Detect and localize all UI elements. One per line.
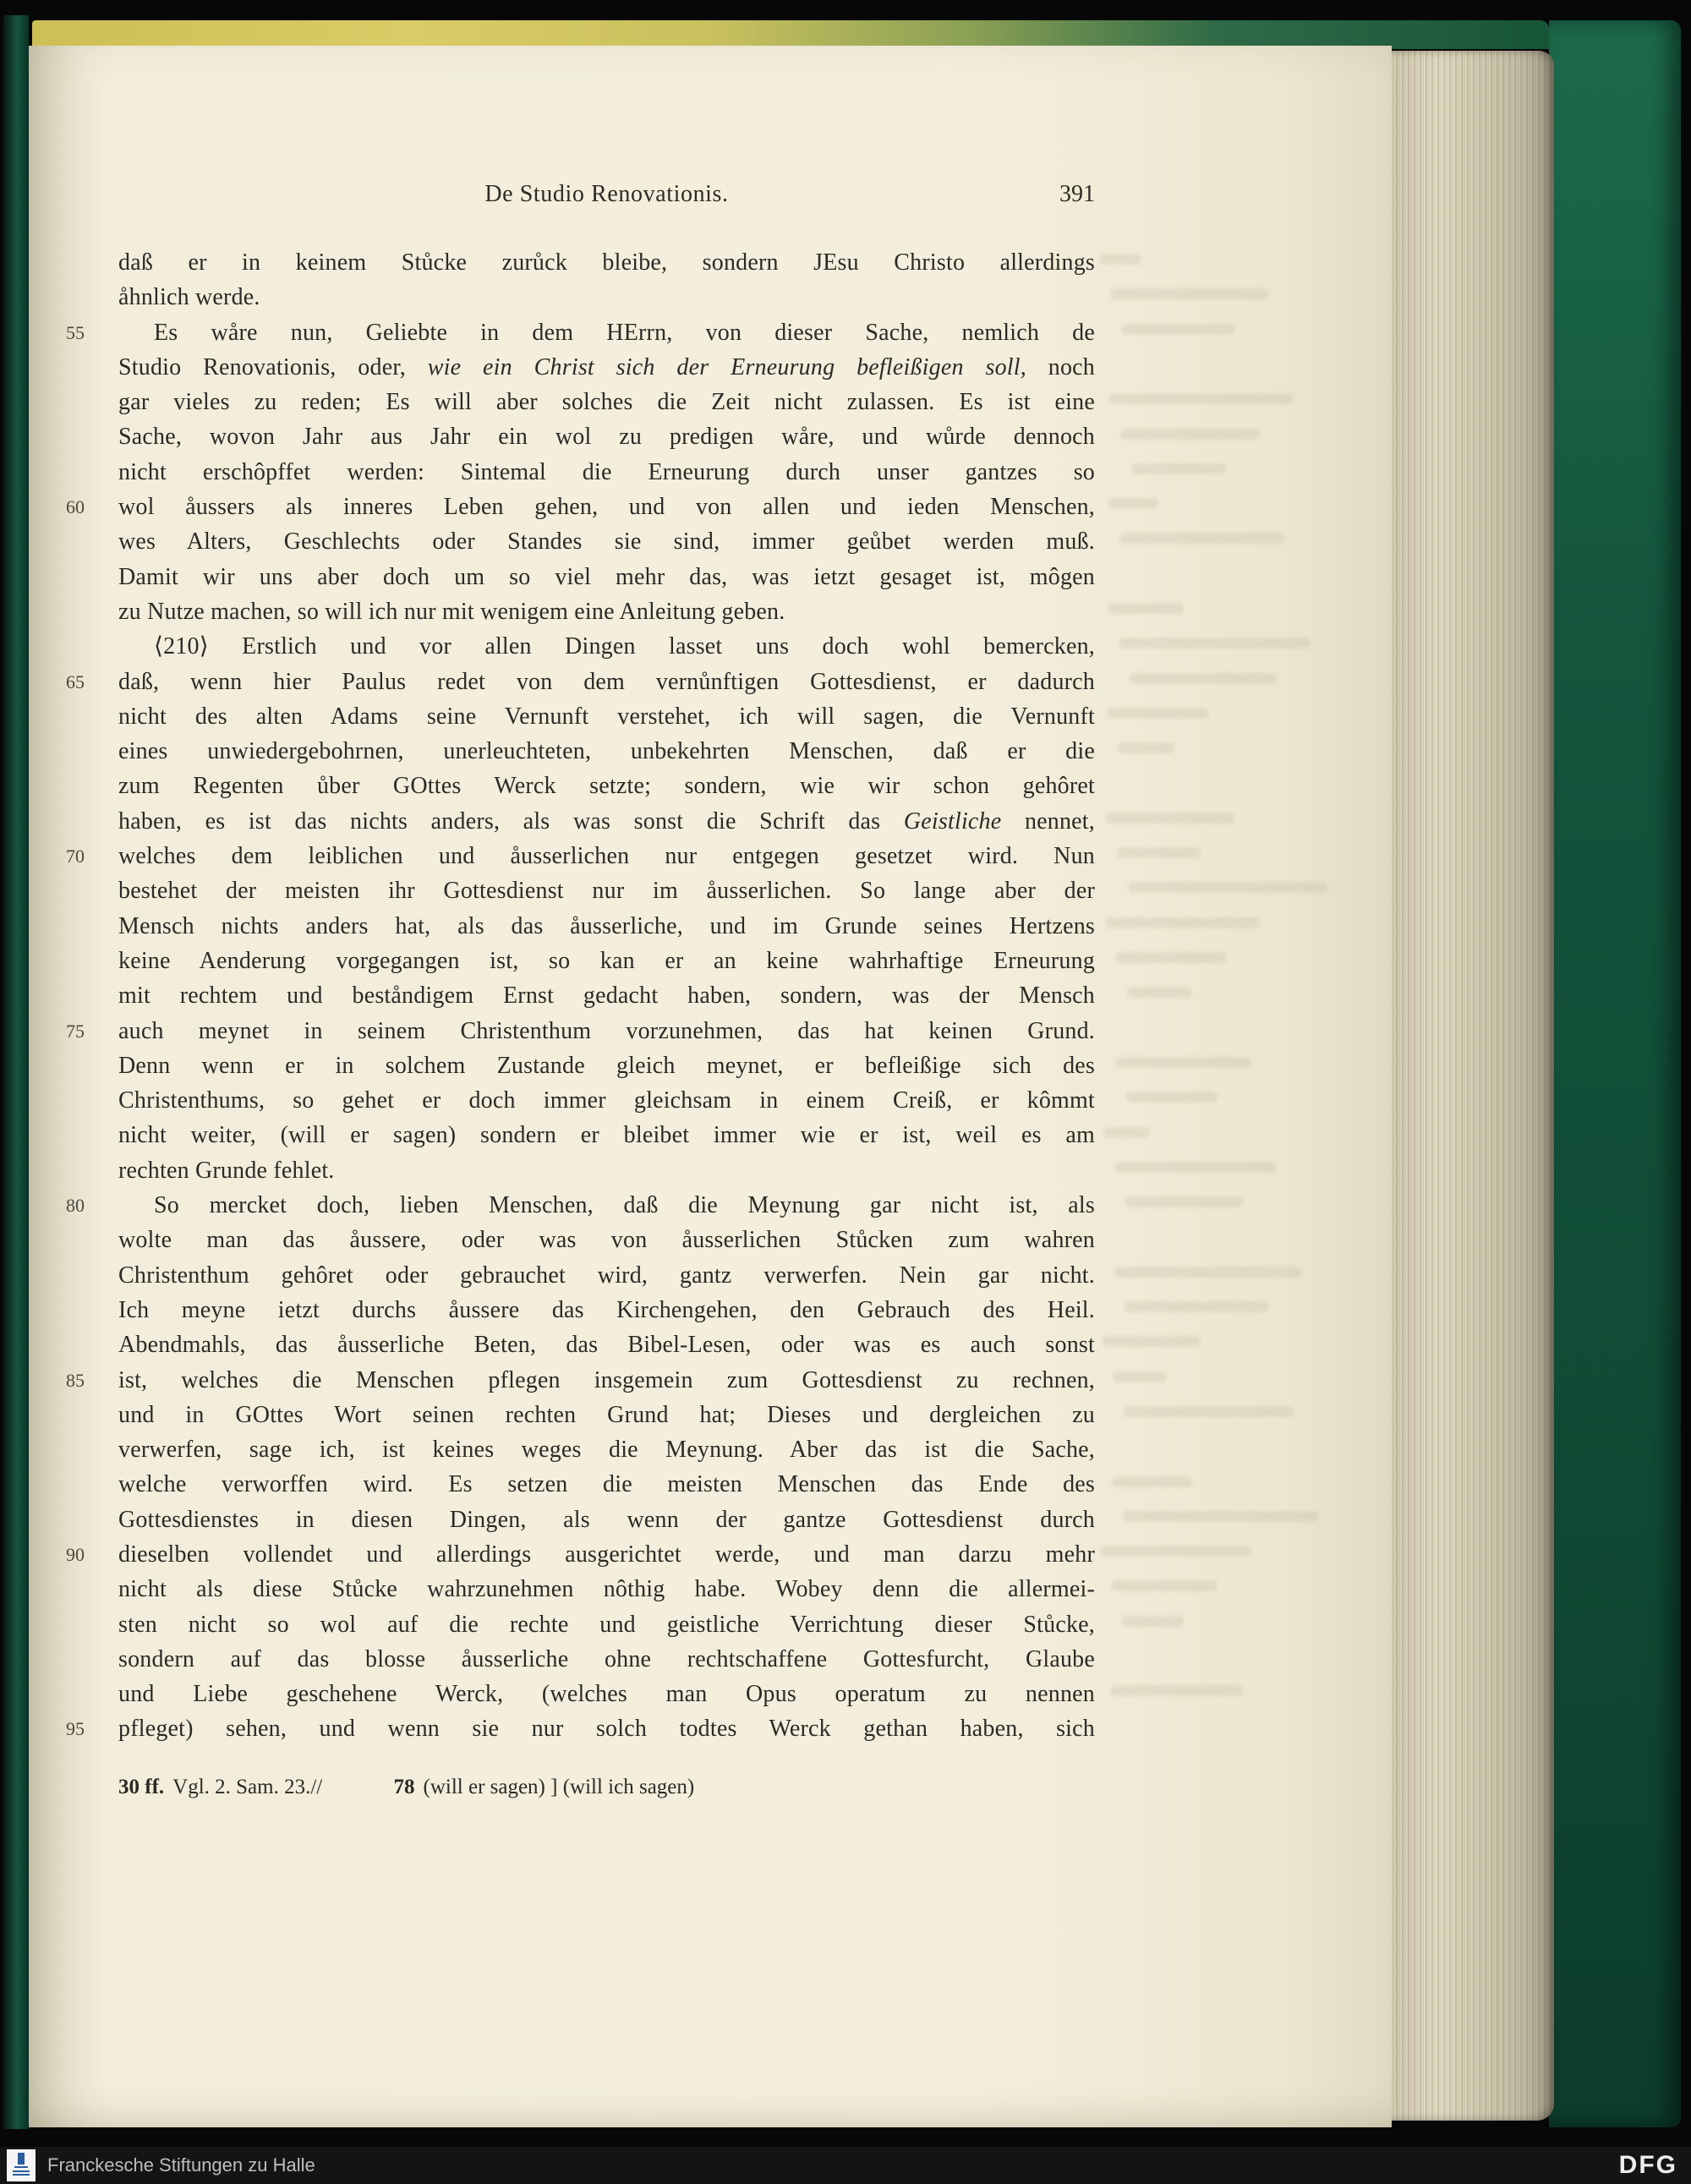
text-line <box>118 1083 1095 1118</box>
text-line <box>118 909 1095 944</box>
text-segment: Mensch nichts anders hat, als das åusserliche, und im Grunde seines Hertzens <box>118 912 1095 939</box>
italic-text-segment: Geistliche <box>903 807 1002 835</box>
showthrough-line <box>1102 1336 1201 1347</box>
text-line <box>118 1642 1095 1677</box>
text-line <box>66 839 1095 873</box>
text-segment: daß, wenn hier Paulus redet von dem vernůnftigen Gottesdienst, er dadurch <box>118 668 1095 695</box>
line-number: 90 <box>66 1543 85 1565</box>
showthrough-line <box>1115 1057 1251 1068</box>
text-segment: nicht erschôpffet werden: Sintemal die Erneurung durch unser gantzes so <box>118 458 1095 485</box>
showthrough-line <box>1114 1267 1302 1278</box>
text-line <box>118 560 1095 594</box>
text-segment: Damit wir uns aber doch um so viel mehr das, was ietzt gesaget ist, môgen <box>118 563 1095 590</box>
showthrough-line <box>1130 673 1277 684</box>
text-line <box>118 1607 1095 1642</box>
viewer-footer-bar <box>0 2147 1691 2184</box>
text-line <box>66 1537 1095 1572</box>
showthrough-line <box>1100 1546 1251 1557</box>
showthrough-line <box>1113 1371 1167 1382</box>
text-line <box>118 1503 1095 1537</box>
text-line <box>118 385 1095 419</box>
showthrough-line <box>1103 1127 1150 1138</box>
footnote-row <box>118 1776 1095 1799</box>
text-line <box>118 1293 1095 1327</box>
text-line <box>118 629 1095 664</box>
text-line <box>66 665 1095 699</box>
text-segment: wolte man das åussere, oder was von åusserlichen Stůcken zum wahren <box>118 1227 1095 1254</box>
text-line <box>118 978 1095 1013</box>
text-segment: nicht des alten Adams seine Vernunft verstehet, ich will sagen, die Vernunft <box>118 703 1095 730</box>
showthrough-line <box>1128 882 1327 893</box>
text-segment: haben, es ist das nichts anders, als was sonst die Schrift das <box>118 807 904 835</box>
text-segment: Abendmahls, das åusserliche Beten, das Bibel-Lesen, oder was es auch sonst <box>118 1332 1095 1359</box>
showthrough-line <box>1110 288 1268 299</box>
text-line <box>118 594 1095 629</box>
text-line <box>118 1572 1095 1607</box>
text-line <box>66 315 1095 350</box>
text-line <box>118 734 1095 769</box>
line-number: 75 <box>66 1020 85 1042</box>
text-line <box>118 1432 1095 1467</box>
showthrough-line <box>1112 1476 1192 1487</box>
text-line <box>118 944 1095 978</box>
text-line <box>118 245 1095 280</box>
text-segment: wol åussers als inneres Leben gehen, und von allen und ieden Menschen, <box>118 494 1095 521</box>
text-segment: sten nicht so wol auf die rechte und geistliche Verrichtung dieser Stůcke, <box>118 1611 1095 1638</box>
text-segment: und in GOttes Wort seinen rechten Grund hat; Dieses und dergleichen zu <box>118 1401 1095 1428</box>
running-title: De Studio Renovationis. <box>484 181 729 207</box>
text-line <box>118 1048 1095 1083</box>
page-number: 391 <box>1059 181 1095 207</box>
page-fore-edge <box>1388 51 1554 2121</box>
text-line <box>66 1188 1095 1223</box>
footnote-text: Vgl. 2. Sam. 23.// <box>172 1776 323 1798</box>
library-label: Franckesche Stiftungen zu Halle <box>47 2154 315 2176</box>
text-segment: ⟨210⟩ Erstlich und vor allen Dingen lasset uns doch wohl bemercken, <box>154 633 1095 660</box>
text-line <box>118 524 1095 559</box>
text-segment: Denn wenn er in solchem Zustande gleich meynet, er befleißige sich des <box>118 1052 1095 1079</box>
showthrough-line <box>1126 1092 1218 1103</box>
text-line <box>66 1363 1095 1398</box>
footnote <box>118 1776 322 1798</box>
text-line <box>118 1467 1095 1502</box>
showthrough-line <box>1131 463 1226 474</box>
text-segment: noch <box>1026 353 1095 380</box>
showthrough-line <box>1125 1301 1268 1312</box>
text-segment: bestehet der meisten ihr Gottesdienst nur im åusserlichen. So lange aber der <box>118 878 1095 905</box>
text-segment: Gottesdienstes in diesen Dingen, als wenn der gantze Gottesdienst durch <box>118 1506 1095 1533</box>
line-number: 55 <box>66 321 85 343</box>
text-segment: Es wåre nun, Geliebte in dem HErrn, von dieser Sache, nemlich de <box>154 319 1095 346</box>
book-cover-right <box>1549 20 1681 2127</box>
showthrough <box>1099 254 1311 1767</box>
showthrough-line <box>1109 393 1294 404</box>
showthrough-line <box>1105 917 1260 928</box>
footnote <box>394 1776 695 1798</box>
text-segment: nicht als diese Stůcke wahrzunehmen nôthig habe. Wobey denn die allermei- <box>118 1576 1095 1603</box>
text-line <box>118 1398 1095 1432</box>
showthrough-line <box>1099 254 1141 265</box>
showthrough-line <box>1120 429 1260 440</box>
showthrough-line <box>1108 498 1158 509</box>
text-segment: gar vieles zu reden; Es will aber solches die Zeit nicht zulassen. Es ist eine <box>118 389 1095 416</box>
text-segment: mit rechtem und beståndigem Ernst gedacht haben, sondern, was der Mensch <box>118 983 1095 1010</box>
line-number: 65 <box>66 671 85 692</box>
text-line <box>118 280 1095 315</box>
showthrough-line <box>1118 742 1175 753</box>
text-segment: welches dem leiblichen und åusserlichen nur entgegen gesetzet wird. Nun <box>118 843 1095 870</box>
franckesche-stiftungen-logo-icon <box>7 2149 36 2181</box>
text-segment: verwerfen, sage ich, ist keines weges die Meynung. Aber das ist die Sache, <box>118 1437 1095 1464</box>
showthrough-line <box>1116 952 1226 963</box>
book-spine-left <box>3 15 29 2129</box>
text-segment: Christenthum gehôret oder gebrauchet wird, gantz verwerfen. Nein gar nicht. <box>118 1262 1095 1289</box>
text-segment: Sache, wovon Jahr aus Jahr ein wol zu predigen wåre, und wůrde dennoch <box>118 424 1095 451</box>
book-page <box>29 46 1392 2127</box>
text-segment: und Liebe geschehene Werck, (welches man Opus operatum zu nennen <box>118 1681 1095 1708</box>
text-line <box>118 769 1095 803</box>
text-segment: auch meynet in seinem Christenthum vorzunehmen, das hat keinen Grund. <box>118 1017 1095 1044</box>
dfg-logo: DFG <box>1618 2151 1677 2179</box>
showthrough-line <box>1111 1580 1218 1591</box>
text-segment: Christenthums, so gehet er doch immer gleichsam in einem Creiß, er kômmt <box>118 1087 1095 1114</box>
text-segment: dieselben vollendet und allerdings ausgerichtet werde, und man darzu mehr <box>118 1541 1095 1568</box>
text-segment: daß er in keinem Stůcke zurůck bleibe, sondern JEsu Christo allerdings <box>118 249 1095 276</box>
text-segment: Ich meyne ietzt durchs åussere das Kirchengehen, den Gebrauch des Heil. <box>118 1296 1095 1323</box>
text-line <box>118 1327 1095 1362</box>
text-segment: zum Regenten ůber GOttes Werck setzte; sondern, wie wir schon gehôret <box>118 773 1095 800</box>
text-segment: Studio Renovationis, oder, <box>118 353 428 380</box>
text-segment: åhnlich werde. <box>118 284 260 311</box>
text-segment: zu Nutze machen, so will ich nur mit wenigem eine Anleitung geben. <box>118 598 785 625</box>
showthrough-line <box>1124 1406 1294 1417</box>
text-segment: wes Alters, Geschlechts oder Standes sie sind, immer geůbet werden muß. <box>118 528 1095 556</box>
showthrough-line <box>1119 638 1311 649</box>
page-header <box>118 181 1095 215</box>
line-number: 80 <box>66 1195 85 1217</box>
showthrough-line <box>1110 1685 1243 1696</box>
text-line <box>118 1118 1095 1152</box>
showthrough-line <box>1107 708 1209 719</box>
text-segment: welche verworffen wird. Es setzen die meisten Menschen das Ende des <box>118 1471 1095 1498</box>
text-block <box>66 245 1095 1747</box>
text-segment: eines unwiedergebohrnen, unerleuchteten, unbekehrten Menschen, daß er die <box>118 738 1095 765</box>
line-number: 85 <box>66 1369 85 1391</box>
italic-text-segment: wie ein Christ sich der Erneurung befleißigen soll, <box>427 353 1026 380</box>
text-line <box>66 1014 1095 1048</box>
text-line <box>66 1711 1095 1746</box>
line-number: 95 <box>66 1718 85 1740</box>
showthrough-line <box>1125 1196 1243 1207</box>
showthrough-line <box>1127 987 1192 998</box>
text-line <box>118 1258 1095 1293</box>
footnote-ref: 78 <box>393 1776 415 1798</box>
line-number: 70 <box>66 846 85 868</box>
text-segment: sondern auf das blosse åusserliche ohne rechtschaffene Gottesfurcht, Glaube <box>118 1645 1095 1672</box>
showthrough-line <box>1122 1616 1184 1627</box>
book-top-edge <box>32 20 1549 49</box>
text-segment: So mercket doch, lieben Menschen, daß die Meynung gar nicht ist, als <box>154 1192 1095 1219</box>
text-segment: nicht weiter, (will er sagen) sondern er bleibet immer wie er ist, weil es am <box>118 1122 1095 1149</box>
text-segment: keine Aenderung vorgegangen ist, so kan er an keine wahrhaftige Erneurung <box>118 947 1095 974</box>
text-line <box>118 699 1095 734</box>
text-line <box>118 1153 1095 1188</box>
showthrough-line <box>1106 813 1234 824</box>
showthrough-line <box>1119 533 1285 544</box>
text-line <box>118 873 1095 908</box>
line-number: 60 <box>66 496 85 518</box>
text-segment: pfleget) sehen, und wenn sie nur solch todtes Werck gethan haben, sich <box>118 1716 1095 1743</box>
text-line <box>118 419 1095 454</box>
text-segment: rechten Grunde fehlet. <box>118 1157 335 1184</box>
text-line <box>118 804 1095 839</box>
showthrough-line <box>1123 1511 1319 1522</box>
text-line <box>118 1223 1095 1257</box>
footnote-text: (will er sagen) ] (will ich sagen) <box>423 1776 695 1798</box>
text-segment: ist, welches die Menschen pflegen insgemein zum Gottesdienst zu rechnen, <box>118 1366 1095 1393</box>
text-line <box>66 490 1095 524</box>
showthrough-line <box>1121 324 1234 335</box>
showthrough-line <box>1108 603 1184 614</box>
footnote-ref: 30 ff. <box>118 1776 165 1798</box>
text-segment: nennet, <box>1001 807 1095 835</box>
text-line <box>118 1677 1095 1711</box>
text-line <box>118 350 1095 385</box>
text-line <box>118 455 1095 490</box>
showthrough-line <box>1114 1162 1277 1173</box>
showthrough-line <box>1117 847 1201 858</box>
